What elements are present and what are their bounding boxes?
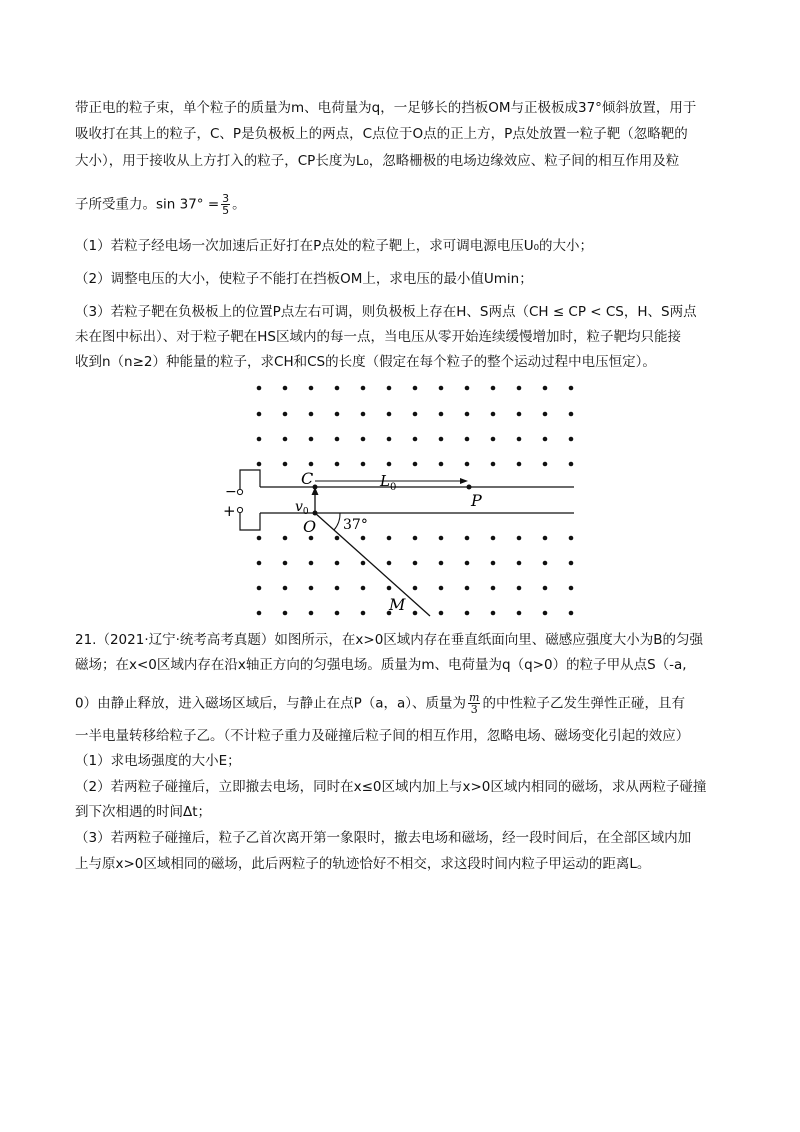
field-dot <box>387 536 392 541</box>
field-dot <box>387 412 392 417</box>
field-dot <box>335 386 340 391</box>
field-dot <box>257 412 262 417</box>
field-dot <box>413 412 418 417</box>
label-L0: $L_0$ <box>380 472 397 493</box>
field-dot <box>361 586 366 591</box>
terminal-negative <box>237 489 242 494</box>
field-dot <box>309 536 314 541</box>
field-dot <box>413 536 418 541</box>
field-dot <box>439 561 444 566</box>
field-dot <box>387 386 392 391</box>
label-plus: + <box>223 502 236 520</box>
field-dot <box>257 386 262 391</box>
field-dot <box>257 561 262 566</box>
field-dot <box>517 412 522 417</box>
field-dot <box>387 561 392 566</box>
p21-question-3-line2: 上与原x>0区域相同的磁场，此后两粒子的轨迹恰好不相交，求这段时间内粒子甲运动的距离L。 <box>75 856 651 872</box>
p20-question-3-line1: （3）若粒子靶在负极板上的位置P点左右可调，则负极板上存在H、S两点（CH ≤ CP < CS，H、S两点 <box>75 304 697 320</box>
field-dot <box>257 611 262 616</box>
field-dot <box>439 536 444 541</box>
field-dot <box>309 462 314 467</box>
field-dot <box>387 462 392 467</box>
field-dot <box>517 437 522 442</box>
field-dot <box>543 536 548 541</box>
field-dot <box>309 586 314 591</box>
field-dot <box>439 386 444 391</box>
label-O: O <box>303 517 317 536</box>
L0-arrowhead <box>460 478 468 484</box>
p20-line4-post: 。 <box>232 196 246 213</box>
field-dot <box>569 536 574 541</box>
p20-line3: 大小），用于接收从上方打入的粒子，CP长度为L₀，忽略栅极的电场边缘效应、粒子间的相互作用及粒 <box>75 153 680 169</box>
p21-question-1: （1）求电场强度的大小E； <box>75 753 241 769</box>
p21-question-3-line1: （3）若两粒子碰撞后，粒子乙首次离开第一象限时，撤去电场和磁场，经一段时间后，在全部区域内加 <box>75 830 692 846</box>
field-dot <box>361 412 366 417</box>
p21-line3-post: 的中性粒子乙发生弹性正碰，且有 <box>482 695 685 712</box>
field-dot <box>257 437 262 442</box>
magnetic-field-dots-top <box>257 386 574 467</box>
label-minus: − <box>225 484 237 500</box>
physics-figure <box>222 378 587 618</box>
field-dot <box>283 437 288 442</box>
field-dot <box>413 462 418 467</box>
label-P: P <box>471 491 482 510</box>
field-dot <box>413 437 418 442</box>
field-dot <box>439 437 444 442</box>
field-dot <box>517 611 522 616</box>
field-dot <box>465 586 470 591</box>
field-dot <box>491 586 496 591</box>
p20-question-1: （1）若粒子经电场一次加速后正好打在P点处的粒子靶上，求可调电源电压U₀的大小； <box>75 238 594 254</box>
field-dot <box>335 437 340 442</box>
field-dot <box>335 412 340 417</box>
field-dot <box>413 611 418 616</box>
label-v0: $v_0$ <box>295 499 309 517</box>
field-dot <box>439 412 444 417</box>
field-dot <box>361 611 366 616</box>
p21-line3-pre: 0）由静止释放，进入磁场区域后，与静止在点P（a，a）、质量为 <box>75 695 467 712</box>
field-dot <box>517 586 522 591</box>
label-C: C <box>301 469 314 488</box>
baffle-OM <box>315 513 430 616</box>
field-dot <box>257 462 262 467</box>
field-dot <box>569 611 574 616</box>
p20-question-3-line2: 未在图中标出）、对于粒子靶在HS区域内的每一点，当电压从零开始连续缓慢增加时，粒子靶均只能接 <box>75 329 681 345</box>
field-dot <box>491 386 496 391</box>
field-dot <box>517 386 522 391</box>
p21-question-2-line1: （2）若两粒子碰撞后，立即撤去电场，同时在x≤0区域内加上与x>0区域内相同的磁场，求从两粒子碰撞 <box>75 779 707 795</box>
field-dot <box>361 536 366 541</box>
field-dot <box>257 536 262 541</box>
field-dot <box>309 561 314 566</box>
field-dot <box>569 462 574 467</box>
field-dot <box>465 462 470 467</box>
field-dot <box>491 412 496 417</box>
field-dot <box>543 462 548 467</box>
field-dot <box>283 386 288 391</box>
field-dot <box>465 536 470 541</box>
field-dot <box>439 586 444 591</box>
field-dot <box>465 611 470 616</box>
field-dot <box>309 412 314 417</box>
point-O <box>313 511 318 516</box>
field-dot <box>491 536 496 541</box>
field-dot <box>309 386 314 391</box>
label-M: M <box>389 595 406 614</box>
field-dot <box>413 386 418 391</box>
terminal-positive <box>237 507 242 512</box>
field-dot <box>543 586 548 591</box>
p21-line2: 磁场；在x<0区域内存在沿x轴正方向的匀强电场。质量为m、电荷量为q（q>0）的粒子甲从点S（-a, <box>75 657 687 673</box>
angle-arc <box>334 513 340 530</box>
p20-line1: 带正电的粒子束，单个粒子的质量为m、电荷量为q，一足够长的挡板OM与正极板成37°倾斜放置，用于 <box>75 100 697 116</box>
p20-question-3-line3: 收到n（n≥2）种能量的粒子，求CH和CS的长度（假定在每个粒子的整个运动过程中电压恒定）。 <box>75 354 656 370</box>
field-dot <box>543 437 548 442</box>
field-dot <box>335 462 340 467</box>
field-dot <box>543 386 548 391</box>
field-dot <box>283 611 288 616</box>
field-dot <box>465 412 470 417</box>
field-dot <box>517 561 522 566</box>
wire-negative <box>240 470 260 489</box>
field-dot <box>335 561 340 566</box>
field-dot <box>283 561 288 566</box>
field-dot <box>309 437 314 442</box>
field-dot <box>465 386 470 391</box>
field-dot <box>517 536 522 541</box>
field-dot <box>335 536 340 541</box>
point-C <box>313 485 318 490</box>
label-angle: 37° <box>343 517 368 533</box>
field-dot <box>543 412 548 417</box>
field-dot <box>387 586 392 591</box>
field-dot <box>491 561 496 566</box>
field-dot <box>413 561 418 566</box>
field-dot <box>283 536 288 541</box>
wire-positive <box>240 513 260 530</box>
field-dot <box>309 611 314 616</box>
field-dot <box>491 611 496 616</box>
field-dot <box>491 437 496 442</box>
field-dot <box>283 586 288 591</box>
p21-line3 <box>75 692 735 715</box>
field-dot <box>361 386 366 391</box>
p20-question-2: （2）调整电压的大小，使粒子不能打在挡板OM上，求电压的最小值Umin； <box>75 271 533 287</box>
field-dot <box>569 386 574 391</box>
p20-line4-pre: 子所受重力。sin 37° = <box>75 196 220 213</box>
p21-line1: 21.（2021·辽宁·统考高考真题）如图所示，在x>0区域内存在垂直纸面向里、磁感应强度大小为B的匀强 <box>75 632 704 648</box>
fraction-3-5: $\frac{3}{5}$ <box>222 192 230 217</box>
field-dot <box>335 611 340 616</box>
field-dot <box>361 462 366 467</box>
p21-line4: 一半电量转移给粒子乙。（不计粒子重力及碰撞后粒子间的相互作用，忽略电场、磁场变化引起的效应） <box>75 728 690 744</box>
figure-svg <box>222 378 587 618</box>
field-dot <box>413 586 418 591</box>
field-dot <box>361 437 366 442</box>
p20-line4 <box>75 193 735 216</box>
p21-question-2-line2: 到下次相遇的时间Δt； <box>75 804 212 820</box>
field-dot <box>283 462 288 467</box>
field-dot <box>283 412 288 417</box>
fraction-m-3: $\frac{m}{3}$ <box>469 691 480 716</box>
field-dot <box>257 586 262 591</box>
field-dot <box>491 462 496 467</box>
field-dot <box>465 561 470 566</box>
field-dot <box>569 412 574 417</box>
p20-line2: 吸收打在其上的粒子，C、P是负极板上的两点，C点位于O点的正上方，P点处放置一粒子靶（忽略靶的 <box>75 126 688 142</box>
field-dot <box>543 611 548 616</box>
field-dot <box>387 437 392 442</box>
field-dot <box>439 611 444 616</box>
field-dot <box>517 462 522 467</box>
field-dot <box>465 437 470 442</box>
field-dot <box>569 437 574 442</box>
field-dot <box>335 586 340 591</box>
field-dot <box>569 561 574 566</box>
field-dot <box>439 462 444 467</box>
field-dot <box>569 586 574 591</box>
field-dot <box>361 561 366 566</box>
point-P <box>467 485 472 490</box>
field-dot <box>543 561 548 566</box>
